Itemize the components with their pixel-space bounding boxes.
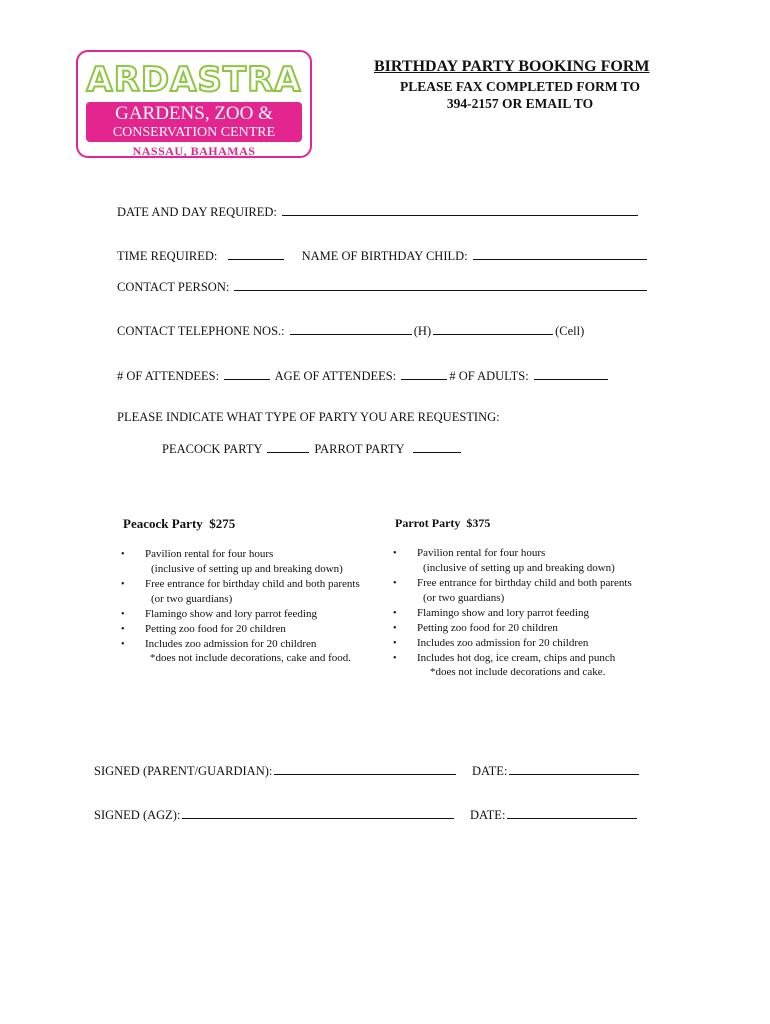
age-attendees-label: AGE OF ATTENDEES: xyxy=(274,369,397,383)
bullet-icon: • xyxy=(121,609,125,620)
home-phone-field[interactable] xyxy=(290,322,412,335)
bullet-icon: • xyxy=(121,549,125,560)
bullet-icon: • xyxy=(393,608,397,619)
list-item: • Includes zoo admission for 20 children xyxy=(393,637,589,649)
age-attendees-field[interactable] xyxy=(401,367,447,380)
bullet-icon: • xyxy=(121,639,125,650)
logo-location: NASSAU, BAHAMAS xyxy=(132,144,256,158)
logo-name: ARDASTRA xyxy=(86,60,302,100)
child-name-label: NAME OF BIRTHDAY CHILD: xyxy=(301,249,468,263)
form-instructions xyxy=(385,78,655,112)
list-item: (or two guardians) xyxy=(151,593,233,605)
bullet-icon: • xyxy=(393,548,397,559)
parrot-option-label: PARROT PARTY xyxy=(314,442,405,456)
cell-phone-field[interactable] xyxy=(433,322,553,335)
list-item: • Pavilion rental for four hours xyxy=(393,547,546,559)
peacock-title: Peacock Party xyxy=(123,516,203,531)
parrot-option-field[interactable] xyxy=(413,440,461,453)
parrot-heading xyxy=(395,516,490,531)
date-day-row xyxy=(117,203,640,220)
time-label: TIME REQUIRED: xyxy=(117,249,218,263)
time-field[interactable] xyxy=(228,247,284,260)
date-day-label: DATE AND DAY REQUIRED: xyxy=(117,205,277,219)
parrot-title: Parrot Party xyxy=(395,516,461,530)
date-day-field[interactable] xyxy=(282,203,638,216)
list-item: • Free entrance for birthday child and both parents xyxy=(121,578,360,590)
attendees-label: # OF ATTENDEES: xyxy=(117,369,220,383)
list-item: • Flamingo show and lory parrot feeding xyxy=(121,608,317,620)
home-phone-suffix: (H) xyxy=(413,324,432,338)
instruction-line2: 394-2157 OR EMAIL TO xyxy=(446,96,594,111)
peacock-note: *does not include decorations, cake and food. xyxy=(150,652,351,664)
logo-line1: GARDENS, ZOO & xyxy=(115,103,273,124)
telephone-row xyxy=(117,322,584,339)
peacock-heading xyxy=(123,516,235,532)
contact-person-label: CONTACT PERSON: xyxy=(117,280,230,294)
parent-signature-label: SIGNED (PARENT/GUARDIAN): xyxy=(94,764,273,778)
bullet-icon: • xyxy=(393,623,397,634)
agz-signature-label: SIGNED (AGZ): xyxy=(94,808,181,822)
attendees-row xyxy=(117,367,610,384)
list-item: • Includes hot dog, ice cream, chips and punch xyxy=(393,652,616,664)
parent-signature-row xyxy=(94,762,458,779)
parent-date-label: DATE: xyxy=(472,764,508,778)
bullet-icon: • xyxy=(393,638,397,649)
list-item: • Petting zoo food for 20 children xyxy=(393,622,558,634)
list-item: • Includes zoo admission for 20 children xyxy=(121,638,317,650)
list-item: • Free entrance for birthday child and both parents xyxy=(393,577,632,589)
agz-date-field[interactable] xyxy=(507,806,637,819)
peacock-option-field[interactable] xyxy=(267,440,309,453)
agz-signature-field[interactable] xyxy=(182,806,454,819)
peacock-price: $275 xyxy=(209,516,236,531)
parent-signature-field[interactable] xyxy=(274,762,456,775)
agz-signature-row xyxy=(94,806,456,823)
parent-date-row xyxy=(472,762,641,779)
list-item: • Petting zoo food for 20 children xyxy=(121,623,286,635)
instruction-line1: PLEASE FAX COMPLETED FORM TO xyxy=(399,79,641,94)
ardastra-logo xyxy=(76,50,312,158)
attendees-field[interactable] xyxy=(224,367,270,380)
list-item: • Pavilion rental for four hours xyxy=(121,548,274,560)
form-title: BIRTHDAY PARTY BOOKING FORM xyxy=(374,58,650,75)
peacock-option-label: PEACOCK PARTY xyxy=(162,442,263,456)
list-item: • Flamingo show and lory parrot feeding xyxy=(393,607,589,619)
telephone-label: CONTACT TELEPHONE NOS.: xyxy=(117,324,285,338)
child-name-field[interactable] xyxy=(473,247,647,260)
parent-date-field[interactable] xyxy=(509,762,639,775)
parrot-features xyxy=(393,546,632,666)
bullet-icon: • xyxy=(393,578,397,589)
parrot-note: *does not include decorations and cake. xyxy=(430,666,606,678)
adults-field[interactable] xyxy=(534,367,608,380)
parrot-price: $375 xyxy=(466,516,491,530)
bullet-icon: • xyxy=(121,579,125,590)
party-type-prompt: PLEASE INDICATE WHAT TYPE OF PARTY YOU ARE REQUESTING: xyxy=(117,410,500,424)
contact-person-field[interactable] xyxy=(234,278,647,291)
cell-phone-suffix: (Cell) xyxy=(555,324,585,338)
contact-person-row xyxy=(117,278,649,295)
list-item: (or two guardians) xyxy=(423,592,505,604)
list-item: (inclusive of setting up and breaking down) xyxy=(423,562,615,574)
agz-date-label: DATE: xyxy=(470,808,506,822)
party-type-row xyxy=(162,440,463,457)
logo-line2: CONSERVATION CENTRE xyxy=(112,125,276,140)
agz-date-row xyxy=(470,806,639,823)
peacock-features xyxy=(121,547,360,652)
adults-label: # OF ADULTS: xyxy=(449,369,529,383)
bullet-icon: • xyxy=(121,624,125,635)
bullet-icon: • xyxy=(393,653,397,664)
time-child-row xyxy=(117,247,649,264)
list-item: (inclusive of setting up and breaking down) xyxy=(151,563,343,575)
